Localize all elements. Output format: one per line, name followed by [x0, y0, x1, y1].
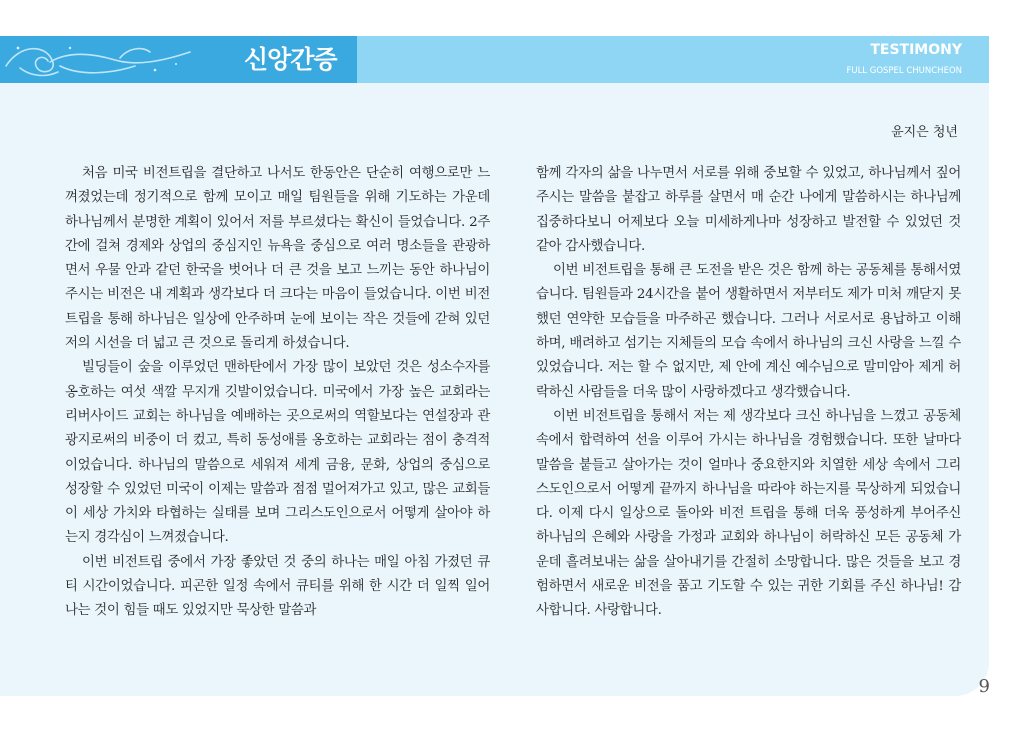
page-number: 9 — [978, 676, 990, 697]
author-name: 윤지은 청년 — [891, 125, 958, 140]
paragraph: 이번 비전트립을 통해서 저는 제 생각보다 크신 하나님을 느꼈고 공동체 속에서 합력하여 선을 이루어 가시는 하나님을 경험했습니다. 또한 날마다 말씀을 붙들고 살아가는 것이 얼마나 중요한지와 치열한 세상 속에서 그리스도인으로서 어떻게 끝까지 하나님을 따라야 하는지를 묵상하게 되었습니다. 이제 다시 일상으로 돌아와 비전 트립을 통해 더욱 풍성하게 부어주신 하나님의 은혜와 사랑을 가정과 교회와 하나님이 허락하신 모든 공동체 가운데 흘려보내는 삶을 살아내기를 간절히 소망합니다. 많은 것들을 보고 경험하면서 새로운 비전을 품고 기도할 수 있는 귀한 기회를 주신 하나님! 감사합니다. 사랑합니다. — [536, 408, 961, 619]
article-column-left — [65, 162, 490, 624]
section-title: 신앙간증 — [244, 45, 337, 74]
testimony-label: TESTIMONY — [870, 42, 962, 58]
paragraph: 처음 미국 비전트립을 결단하고 나서도 한동안은 단순히 여행으로만 느껴졌었는데 정기적으로 함께 모이고 매일 팀원들을 위해 기도하는 가운데 하나님께서 분명한 계획이 있어서 저를 부르셨다는 확신이 들었습니다. 2주간에 걸쳐 경제와 상업의 중심지인 뉴욕을 중심으로 여러 명소들을 관광하면서 우물 안과 같던 한국을 벗어나 더 큰 것을 보고 느끼는 동안 하나님이 주시는 비전은 내 계획과 생각보다 더 크다는 마음이 들었습니다. 이번 비전트립을 통해 하나님은 일상에 안주하며 눈에 보이는 작은 것들에 갇혀 있던 저의 시선을 더 넓고 큰 것으로 돌리게 하셨습니다. — [65, 166, 490, 352]
church-subtitle: FULL GOSPEL CHUNCHEON — [846, 66, 962, 76]
paragraph: 이번 비전트립 중에서 가장 좋았던 것 중의 하나는 매일 아침 가졌던 큐티 시간이었습니다. 피곤한 일정 속에서 큐티를 위해 한 시간 더 일찍 일어나는 것이 힘들 때도 있었지만 묵상한 말씀과 — [65, 554, 490, 619]
paragraph: 빌딩들이 숲을 이루었던 맨하탄에서 가장 많이 보았던 것은 성소수자를 옹호하는 여섯 색깔 무지개 깃발이었습니다. 미국에서 가장 높은 교회라는 리버사이드 교회는 하나님을 예배하는 곳으로써의 역할보다는 연설장과 관광지로써의 비중이 더 컸고, 특히 동성애를 옹호하는 교회라는 점이 충격적이었습니다. 하나님의 말씀으로 세워져 세계 금융, 문화, 상업의 중심으로 성장할 수 있었던 미국이 이제는 말씀과 점점 멀어져가고 있고, 많은 교회들이 세상 가치와 타협하는 실태를 보며 그리스도인으로서 어떻게 살아야 하는지 경각심이 느껴졌습니다. — [65, 360, 490, 546]
paragraph: 이번 비전트립을 통해 큰 도전을 받은 것은 함께 하는 공동체를 통해서였습니다. 팀원들과 24시간을 붙어 생활하면서 저부터도 제가 미처 깨닫지 못했던 연약한 모습들을 마주하곤 했습니다. 그러나 서로서로 용납하고 이해하며, 배려하고 섬기는 지체들의 모습 속에서 하나님의 크신 사랑을 느낄 수 있었습니다. 저는 할 수 없지만, 제 안에 계신 예수님으로 말미암아 제게 허락하신 사람들을 더욱 많이 사랑하겠다고 생각했습니다. — [536, 263, 961, 400]
article-column-right — [536, 162, 961, 624]
swirl-ornament-icon — [0, 36, 200, 83]
paragraph: 함께 각자의 삶을 나누면서 서로를 위해 중보할 수 있었고, 하나님께서 짚어주시는 말씀을 붙잡고 하루를 살면서 매 순간 나에게 말씀하시는 하나님께 집중하다보니 어제보다 오늘 미세하게나마 성장하고 발전할 수 있었던 것 같아 감사했습니다. — [536, 166, 961, 254]
